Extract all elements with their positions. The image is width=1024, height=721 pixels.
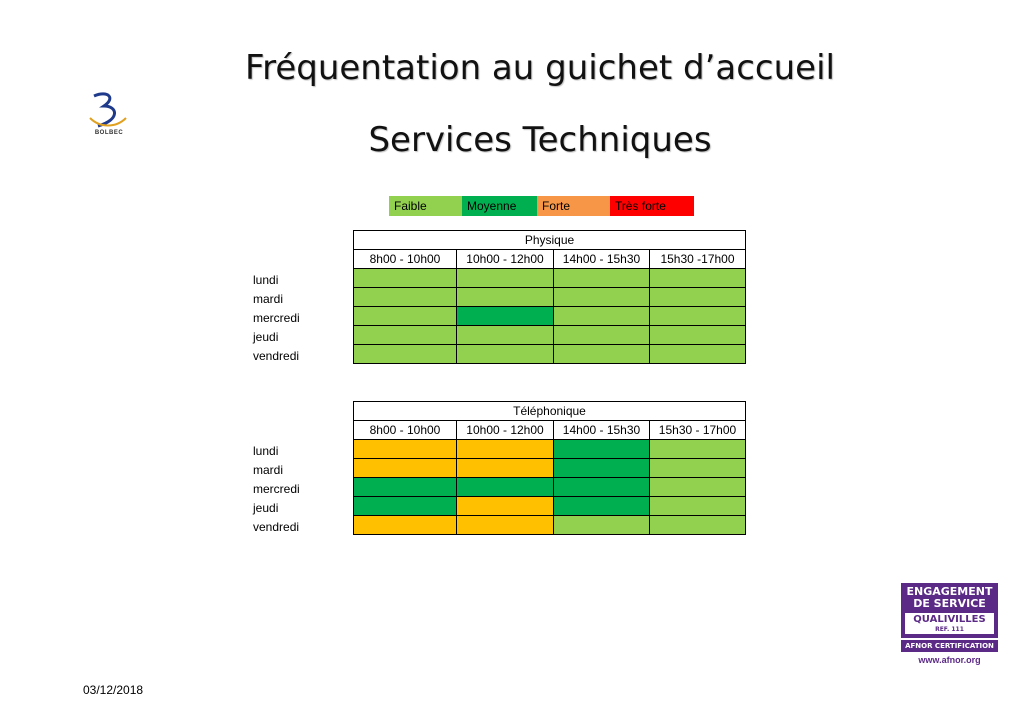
slot-header: 8h00 - 10h00 (354, 250, 457, 269)
badge-ref: REF. 111 (905, 626, 994, 634)
badge-header (901, 583, 998, 638)
telephonique-table (353, 401, 746, 535)
table-row (354, 478, 746, 497)
badge-cert: AFNOR CERTIFICATION (901, 640, 998, 652)
day-label: mardi (253, 292, 284, 306)
frequentation-cell (354, 478, 457, 497)
frequentation-cell (354, 440, 457, 459)
frequentation-cell (354, 326, 457, 345)
frequentation-cell (650, 269, 746, 288)
table-row (354, 326, 746, 345)
day-label: mardi (253, 463, 284, 477)
badge-line1: ENGAGEMENT (906, 585, 993, 598)
telephonique-body (354, 440, 746, 535)
frequentation-cell (554, 326, 650, 345)
frequentation-cell (650, 516, 746, 535)
legend-moyenne: Moyenne (462, 196, 537, 216)
frequentation-cell (650, 326, 746, 345)
physique-title: Physique (354, 231, 746, 250)
frequentation-cell (457, 288, 554, 307)
frequentation-cell (650, 497, 746, 516)
frequentation-cell (554, 307, 650, 326)
document-date: 03/12/2018 (83, 683, 144, 697)
frequentation-cell (457, 440, 554, 459)
frequentation-cell (554, 478, 650, 497)
slot-header: 10h00 - 12h00 (457, 421, 554, 440)
frequentation-cell (354, 516, 457, 535)
frequentation-cell (354, 307, 457, 326)
frequentation-cell (554, 345, 650, 364)
telephonique-day-labels (253, 442, 300, 537)
legend-faible: Faible (389, 196, 462, 216)
slot-header: 14h00 - 15h30 (554, 250, 650, 269)
physique-day-labels (253, 271, 300, 366)
frequentation-cell (457, 516, 554, 535)
slot-header: 10h00 - 12h00 (457, 250, 554, 269)
frequentation-cell (457, 326, 554, 345)
badge-name: QUALIVILLES (905, 613, 994, 626)
slot-header: 15h30 - 17h00 (650, 421, 746, 440)
frequentation-cell (354, 345, 457, 364)
afnor-badge (901, 583, 998, 665)
frequentation-cell (650, 478, 746, 497)
frequentation-cell (554, 459, 650, 478)
table-row (354, 288, 746, 307)
table-row (354, 440, 746, 459)
legend (389, 196, 694, 216)
frequentation-cell (650, 345, 746, 364)
frequentation-cell (354, 288, 457, 307)
frequentation-cell (554, 440, 650, 459)
frequentation-cell (650, 288, 746, 307)
slot-header: 14h00 - 15h30 (554, 421, 650, 440)
page-title: Fréquentation au guichet d’accueil (245, 48, 835, 88)
frequentation-cell (457, 459, 554, 478)
table-row (354, 516, 746, 535)
slot-header: 15h30 -17h00 (650, 250, 746, 269)
legend-forte: Forte (537, 196, 610, 216)
physique-table (353, 230, 746, 364)
logo-text: BOLBEC (94, 130, 124, 136)
day-label: mercredi (253, 311, 300, 325)
frequentation-cell (554, 497, 650, 516)
frequentation-cell (354, 269, 457, 288)
day-label: jeudi (253, 501, 279, 515)
frequentation-cell (354, 459, 457, 478)
frequentation-cell (554, 516, 650, 535)
day-label: vendredi (253, 520, 300, 534)
frequentation-cell (650, 307, 746, 326)
table-row (354, 497, 746, 516)
badge-url: www.afnor.org (918, 655, 981, 665)
frequentation-cell (554, 288, 650, 307)
badge-line2: DE SERVICE (913, 597, 986, 610)
frequentation-cell (650, 440, 746, 459)
frequentation-cell (457, 478, 554, 497)
table-row (354, 345, 746, 364)
table-row (354, 307, 746, 326)
day-label: vendredi (253, 349, 300, 363)
frequentation-cell (457, 269, 554, 288)
slot-header: 8h00 - 10h00 (354, 421, 457, 440)
table-row (354, 269, 746, 288)
day-label: lundi (253, 273, 279, 287)
frequentation-cell (457, 497, 554, 516)
frequentation-cell (554, 269, 650, 288)
legend-tres-forte: Très forte (610, 196, 694, 216)
day-label: lundi (253, 444, 279, 458)
frequentation-cell (457, 307, 554, 326)
physique-body (354, 269, 746, 364)
day-label: jeudi (253, 330, 279, 344)
frequentation-cell (457, 345, 554, 364)
telephonique-title: Téléphonique (354, 402, 746, 421)
frequentation-cell (650, 459, 746, 478)
table-row (354, 459, 746, 478)
day-label: mercredi (253, 482, 300, 496)
page-subtitle: Services Techniques (368, 120, 712, 160)
frequentation-cell (354, 497, 457, 516)
